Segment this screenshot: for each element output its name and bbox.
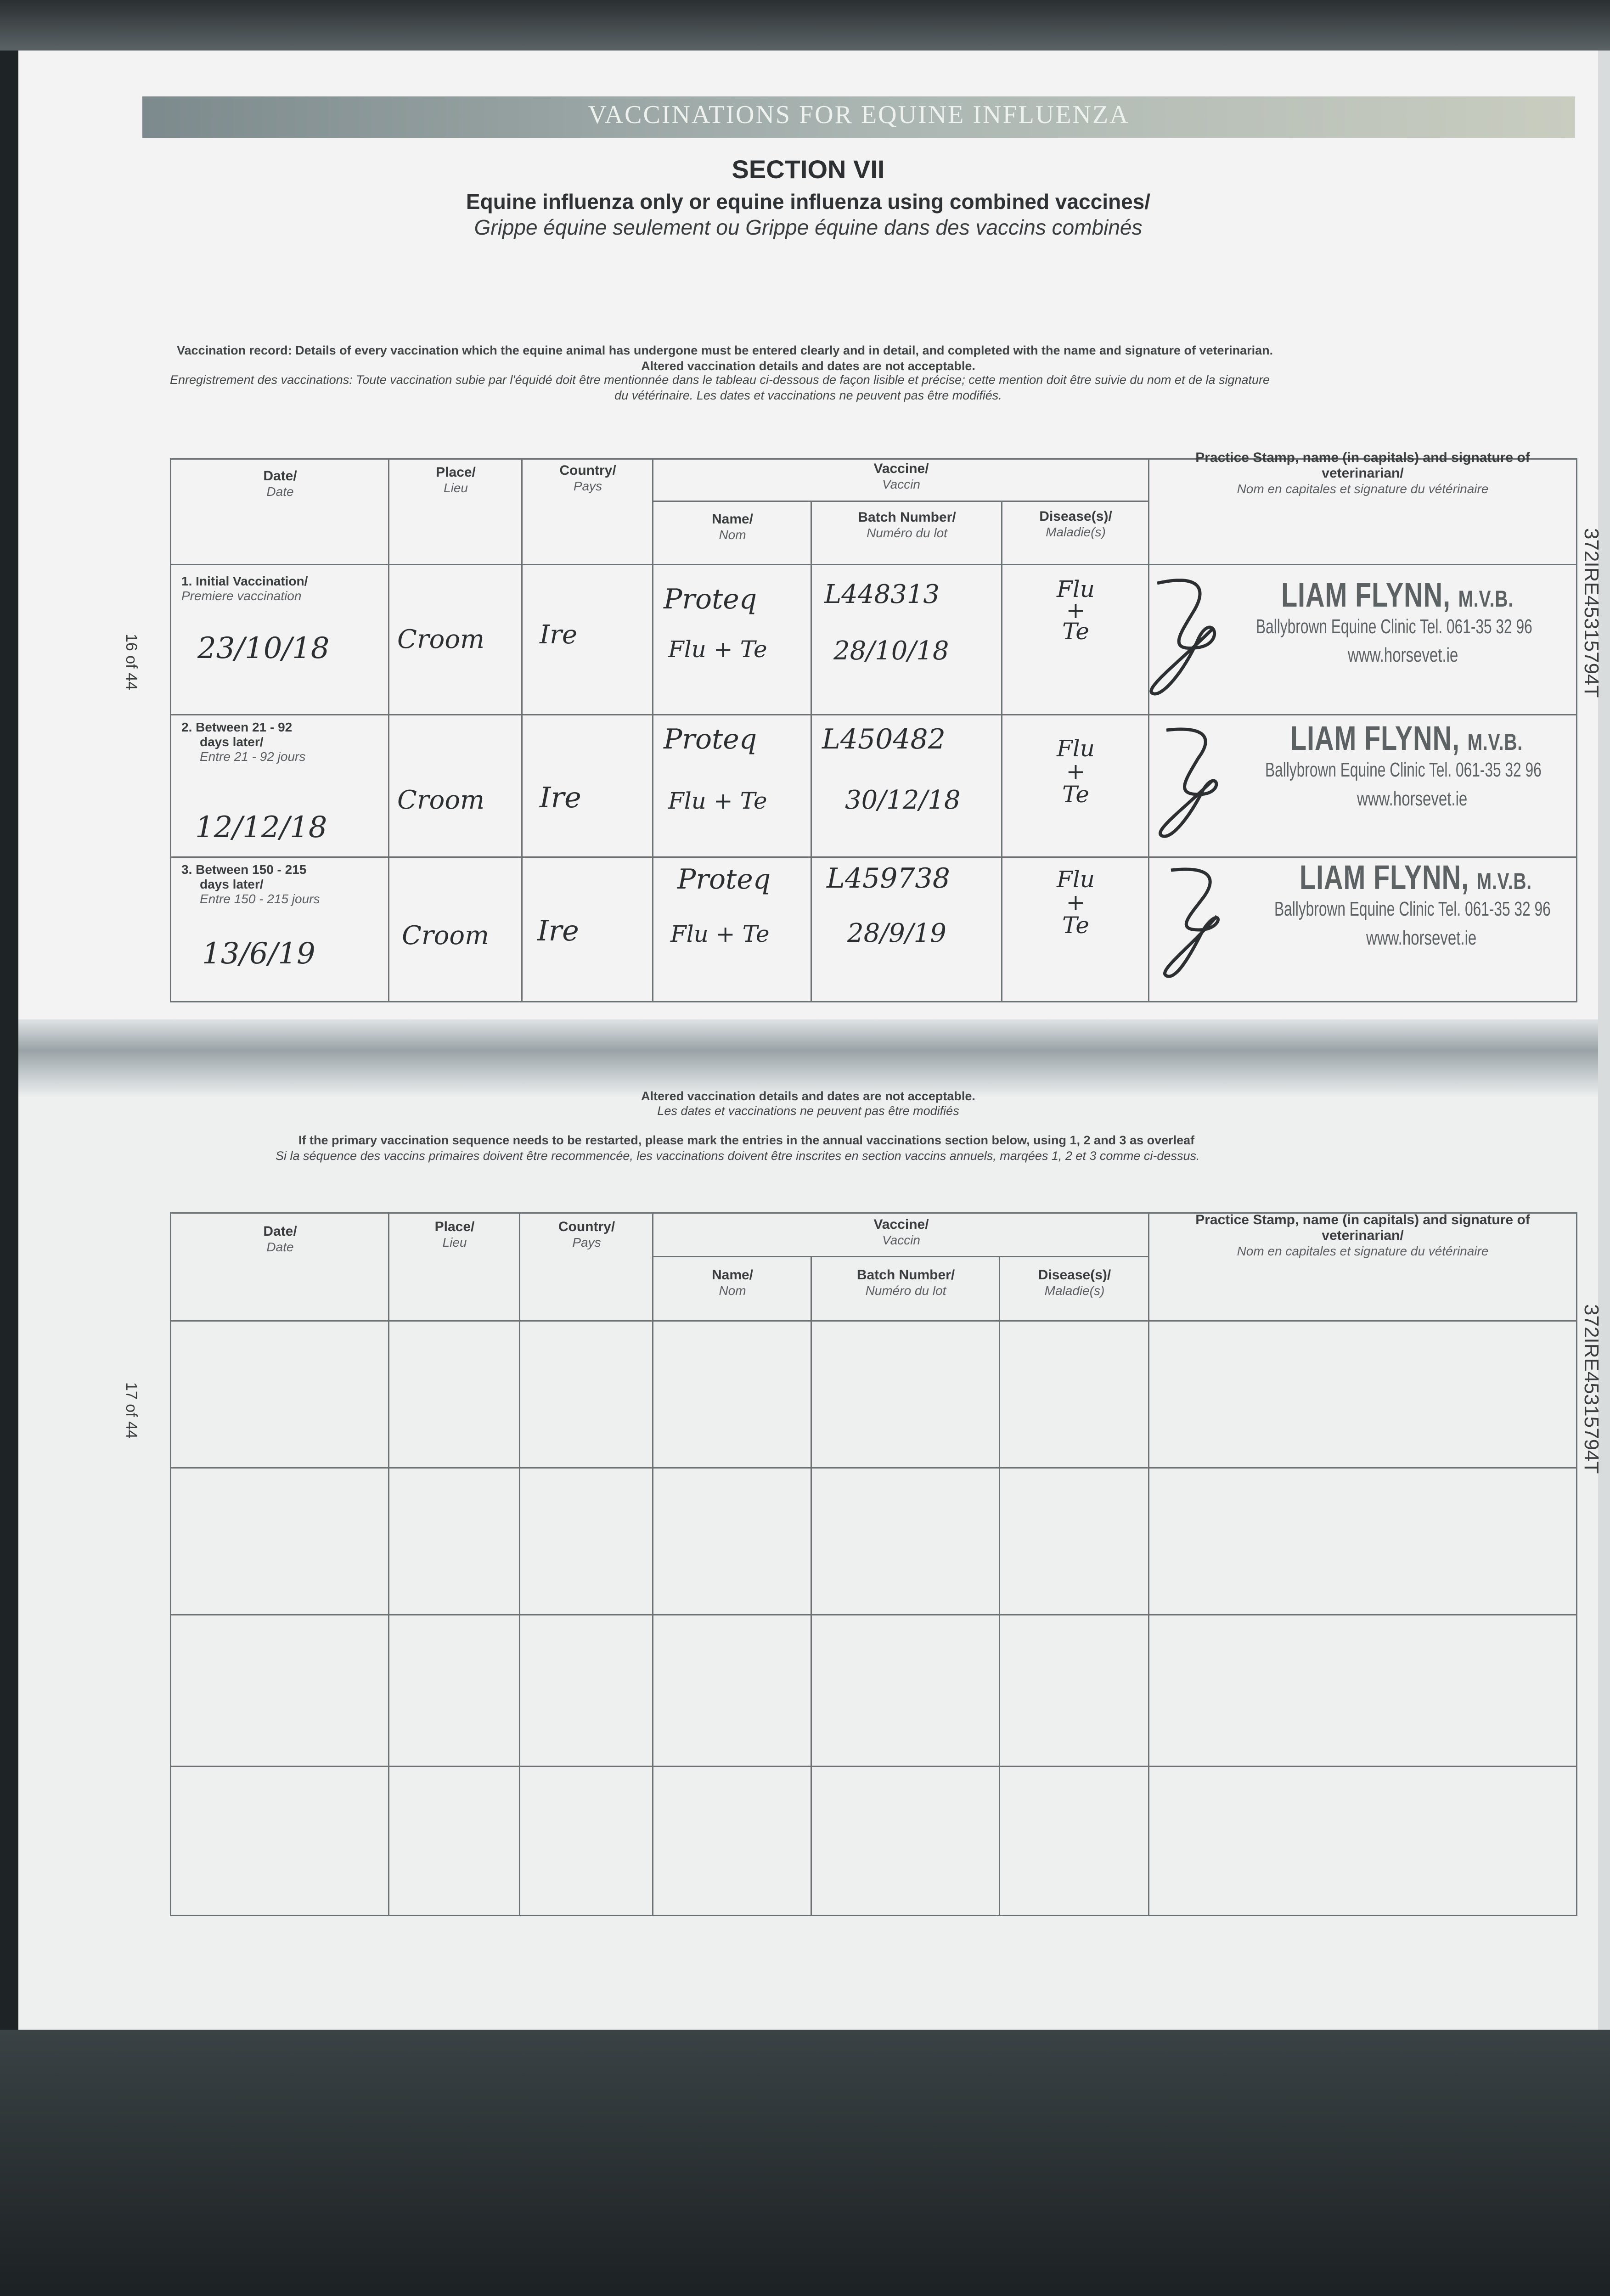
lower-header-diseases: Disease(s)/ Maladie(s)	[1038, 1267, 1111, 1298]
lower-header-batch-number: Batch Number/ Numéro du lot	[856, 1267, 955, 1298]
page-number-top: 16 of 44	[123, 634, 140, 690]
lower-header-date: Date/ Date	[263, 1224, 297, 1254]
row-3-stamp-name: LIAM FLYNN, M.V.B.	[1300, 858, 1532, 896]
row-3-vaccine-name: Proteq	[677, 863, 771, 895]
subtitle-fr: Grippe équine seulement ou Grippe équine dans des vaccins combinés	[474, 215, 1143, 239]
row-1-place: Croom	[397, 625, 485, 654]
row-2-stamp-clinic: Ballybrown Equine Clinic Tel. 061-35 32 96	[1265, 759, 1542, 781]
passport-id-bottom: 372IRE45315794T	[1580, 1304, 1603, 1474]
row-2-stamp-web: www.horsevet.ie	[1357, 788, 1468, 810]
page-number-bottom: 17 of 44	[123, 1382, 140, 1439]
page-fold	[18, 1019, 1598, 1097]
scan-border-bottom	[0, 2030, 1610, 2296]
scan-border-top	[0, 0, 1610, 51]
instruction-bottom-en-1: Altered vaccination details and dates are not acceptable.	[641, 1089, 975, 1103]
row-1-batch-number: L448313	[824, 580, 940, 609]
header-vaccine-name: Name/ Nom	[711, 512, 754, 542]
instruction-bottom-en-2: If the primary vaccination sequence needs to be restarted, please mark the entries in the annual vaccinations section below, using 1, 2 and 3 as overleaf	[298, 1133, 1195, 1147]
header-practice-stamp: Practice Stamp, name (in capitals) and signature of veterinarian/ Nom en capitales et signature du vétérinaire	[1195, 450, 1530, 496]
passport-id-top: 372IRE45315794T	[1580, 528, 1603, 698]
row-1-stamp-clinic: Ballybrown Equine Clinic Tel. 061-35 32 96	[1256, 615, 1532, 638]
row-1-stamp-web: www.horsevet.ie	[1348, 644, 1458, 666]
row-1-label: 1. Initial Vaccination/ Premiere vaccination	[181, 574, 308, 603]
lower-header-practice-stamp: Practice Stamp, name (in capitals) and signature of veterinarian/ Nom en capitales et signature du vétérinaire	[1195, 1212, 1530, 1258]
row-1-vet-signature	[1143, 569, 1235, 707]
banner-title: VACCINATIONS FOR EQUINE INFLUENZA	[588, 101, 1130, 129]
header-vaccine: Vaccine/ Vaccin	[873, 461, 929, 491]
row-3-batch-expiry: 28/9/19	[847, 918, 946, 948]
row-1-batch-expiry: 28/10/18	[833, 636, 949, 666]
lower-header-vaccine: Vaccine/ Vaccin	[873, 1217, 929, 1247]
header-country: Country/ Pays	[559, 463, 616, 493]
row-2-vaccine-name: Proteq	[664, 723, 757, 755]
row-3-vet-signature	[1148, 861, 1240, 990]
row-2-vaccine-type: Flu + Te	[668, 788, 767, 814]
row-3-place: Croom	[402, 921, 490, 951]
row-1-vaccine-name: Proteq	[664, 583, 757, 615]
row-3-label: 3. Between 150 - 215 days later/ Entre 150 - 215 jours	[181, 862, 320, 906]
row-3-stamp-clinic: Ballybrown Equine Clinic Tel. 061-35 32 96	[1274, 898, 1551, 920]
header-diseases: Disease(s)/ Maladie(s)	[1039, 509, 1112, 539]
instruction-en-1: Vaccination record: Details of every vaccination which the equine animal has undergone must be entered clearly and in detail, and completed with the name and signature of veterinarian.	[177, 343, 1273, 357]
lower-header-place: Place/ Lieu	[434, 1219, 475, 1249]
lower-header-country: Country/ Pays	[558, 1219, 615, 1249]
row-3-stamp-web: www.horsevet.ie	[1366, 927, 1477, 949]
header-place: Place/ Lieu	[436, 465, 476, 495]
row-3-vaccine-type: Flu + Te	[670, 921, 770, 947]
instruction-bottom-fr-1: Les dates et vaccinations ne peuvent pas être modifiés	[657, 1104, 959, 1118]
row-2-label: 2. Between 21 - 92 days later/ Entre 21 - 92 jours	[181, 720, 306, 764]
row-2-stamp-name: LIAM FLYNN, M.V.B.	[1290, 719, 1523, 757]
instruction-fr-1: Enregistrement des vaccinations: Toute vaccination subie par l'équidé doit être mentionnée dans le tableau ci-dessous de façon lisible et précise; cette mention doit être suivie du nom et de la signature	[170, 373, 1270, 387]
section-title: SECTION VII	[732, 155, 885, 184]
lower-header-vaccine-name: Name/ Nom	[711, 1267, 754, 1298]
row-3-date: 13/6/19	[202, 937, 315, 971]
subtitle-en: Equine influenza only or equine influenza using combined vaccines/	[466, 190, 1151, 214]
row-2-batch-number: L450482	[822, 723, 946, 755]
row-2-date: 12/12/18	[195, 810, 327, 844]
row-2-place: Croom	[397, 785, 485, 815]
row-1-diseases: Flu + Te	[1057, 576, 1095, 645]
row-1-country: Ire	[540, 620, 578, 650]
row-2-country: Ire	[540, 781, 581, 814]
row-1-vaccine-type: Flu + Te	[668, 636, 767, 663]
row-3-diseases: Flu + Te	[1057, 866, 1095, 939]
row-3-country: Ire	[537, 914, 579, 947]
header-date: Date/ Date	[263, 468, 297, 499]
instruction-bottom-fr-2: Si la séquence des vaccins primaires doivent être recommencée, les vaccinations doivent être inscrites en section vaccins annuels, marqées 1, 2 et 3 comme ci-dessus.	[276, 1149, 1200, 1163]
row-2-batch-expiry: 30/12/18	[845, 785, 961, 815]
header-batch-number: Batch Number/ Numéro du lot	[858, 510, 956, 540]
instruction-en-2: Altered vaccination details and dates are not acceptable.	[641, 359, 975, 373]
row-1-date: 23/10/18	[197, 631, 330, 665]
row-3-batch-number: L459738	[827, 862, 950, 895]
instruction-fr-2: du vétérinaire. Les dates et vaccinations ne peuvent pas être modifiés.	[614, 388, 1002, 402]
row-2-diseases: Flu + Te	[1057, 735, 1095, 808]
row-1-stamp-name: LIAM FLYNN, M.V.B.	[1281, 576, 1514, 614]
row-2-vet-signature	[1148, 721, 1240, 850]
